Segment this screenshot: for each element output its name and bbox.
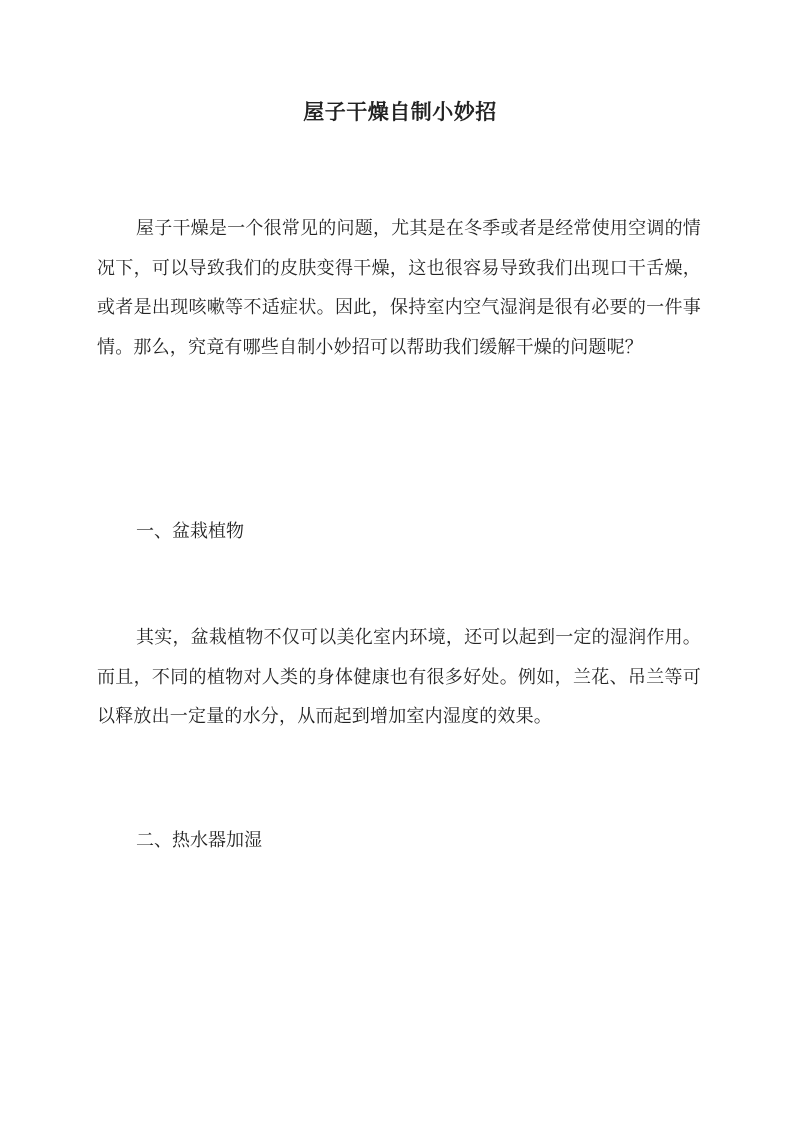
intro-paragraph: 屋子干燥是一个很常见的问题，尤其是在冬季或者是经常使用空调的情况下，可以导致我们的皮肤变得干燥，这也很容易导致我们出现口干舌燥，或者是出现咳嗽等不适症状。因此，保持室内空气湿润是很有必要的一件事情。那么，究竟有哪些自制小妙招可以帮助我们缓解干燥的问题呢？	[97, 218, 701, 358]
section-heading-plants: 一、盆栽植物	[136, 521, 244, 542]
document-title: 屋子干燥自制小妙招	[303, 99, 497, 124]
section-heading-water-heater: 二、热水器加湿	[136, 830, 262, 851]
section-body-plants: 其实，盆栽植物不仅可以美化室内环境，还可以起到一定的湿润作用。而且，不同的植物对人类的身体健康也有很多好处。例如，兰花、吊兰等可以释放出一定量的水分，从而起到增加室内湿度的效果。	[97, 627, 701, 727]
